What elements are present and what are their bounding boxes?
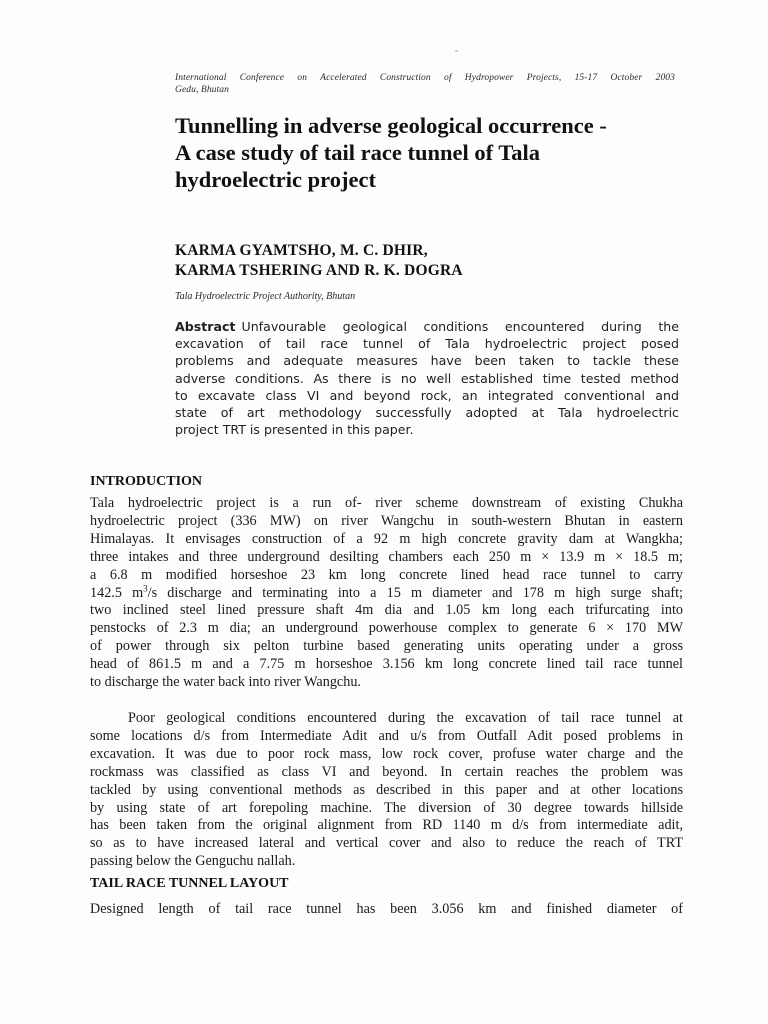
text-line: a 6.8 m modified horseshoe 23 km long concrete lined head race tunnel to carry xyxy=(90,566,683,583)
abstract-line: problems and adequate measures have been taken to tackle these xyxy=(175,353,679,369)
text-line: head of 861.5 m and a 7.75 m horseshoe 3.156 km long concrete lined tail race tunnel xyxy=(90,656,683,673)
discharge-value: 142.5 m xyxy=(90,584,144,601)
title-line: hydroelectric project xyxy=(175,167,376,192)
location-line: Gedu, Bhutan xyxy=(175,85,229,95)
text-line: to discharge the water back into river Wangchu. xyxy=(90,674,361,691)
title-line: A case study of tail race tunnel of Tala xyxy=(175,140,541,165)
author-list xyxy=(175,241,675,281)
abstract-line: to excavate class VI and beyond rock, an integrated conventional and xyxy=(175,387,679,403)
text-line: three intakes and three underground desilting chambers each 250 m × 13.9 m × 18.5 m; xyxy=(90,548,683,565)
text-line: Tala hydroelectric project is a run of- river scheme downstream of existing Chukha xyxy=(90,495,683,511)
affiliation: Tala Hydroelectric Project Authority, Bhutan xyxy=(175,291,356,302)
abstract-line: excavation of tail race tunnel of Tala hydroelectric project posed xyxy=(175,336,679,352)
text-line: penstocks of 2.3 m dia; an underground powerhouse complex to generate 6 × 170 MW xyxy=(90,620,683,637)
introduction-paragraph-2 xyxy=(90,710,683,871)
paper-title xyxy=(175,112,675,193)
section-heading-introduction: INTRODUCTION xyxy=(90,474,203,489)
text-line: Poor geological conditions encountered during the excavation of tail race tunnel at xyxy=(128,710,683,726)
text-line: so as to have increased lateral and vertical cover and also to reduce the reach of TRT xyxy=(90,835,683,852)
text-line: some locations d/s from Intermediate Adit and u/s from Outfall Adit posed problems in xyxy=(90,727,683,744)
text-line: excavation. It was due to poor rock mass, low rock cover, profuse water charge and the xyxy=(90,745,683,762)
author-line: KARMA TSHERING AND R. K. DOGRA xyxy=(175,262,463,279)
section-heading-tail-race-tunnel-layout: TAIL RACE TUNNEL LAYOUT xyxy=(90,876,289,891)
scan-speck xyxy=(455,50,458,52)
introduction-paragraph-1 xyxy=(90,495,683,692)
author-line: KARMA GYAMTSHO, M. C. DHIR, xyxy=(175,242,428,259)
abstract-line xyxy=(175,318,679,335)
text-line: two inclined steel lined pressure shaft 4m dia and 1.05 km long each trifurcating into xyxy=(90,602,683,619)
layout-paragraph-1 xyxy=(90,901,683,919)
conference-line: International Conference on Accelerated Construction of Hydropower Projects, 15-17 October 2003 xyxy=(175,73,675,83)
abstract xyxy=(175,318,679,438)
text-line xyxy=(90,582,683,603)
title-line: Tunnelling in adverse geological occurrence - xyxy=(175,113,607,138)
text-line: rockmass was classified as class VI and beyond. In certain reaches the problem was xyxy=(90,763,683,780)
text-line: has been taken from the original alignment from RD 1140 m d/s from intermediate adit, xyxy=(90,817,683,834)
text-line: Designed length of tail race tunnel has been 3.056 km and finished diameter of xyxy=(90,901,683,917)
abstract-text: Unfavourable geological conditions encountered during the xyxy=(241,319,679,334)
abstract-line: state of art methodology successfully adopted at Tala hydroelectric xyxy=(175,405,679,421)
text-line: passing below the Genguchu nallah. xyxy=(90,853,296,870)
text-line: hydroelectric project (336 MW) on river Wangchu in south-western Bhutan in eastern xyxy=(90,512,683,529)
abstract-line: project TRT is presented in this paper. xyxy=(175,422,414,438)
abstract-label: Abstract xyxy=(175,319,236,334)
text-run: /s discharge and terminating into a 15 m diameter and 178 m high surge shaft; xyxy=(147,584,683,601)
running-head xyxy=(175,72,675,96)
text-line: tackled by using conventional methods as described in this paper and at other locations xyxy=(90,781,683,798)
abstract-line: adverse conditions. As there is no well established time tested method xyxy=(175,370,679,386)
text-line: of power through six pelton turbine based generating units operating under a gross xyxy=(90,638,683,655)
text-line: Himalayas. It envisages construction of a 92 m high concrete gravity dam at Wangkha; xyxy=(90,530,683,547)
superscript-exponent: 3 xyxy=(143,582,148,593)
text-line: by using state of art forepoling machine. The diversion of 30 degree towards hillside xyxy=(90,799,683,816)
